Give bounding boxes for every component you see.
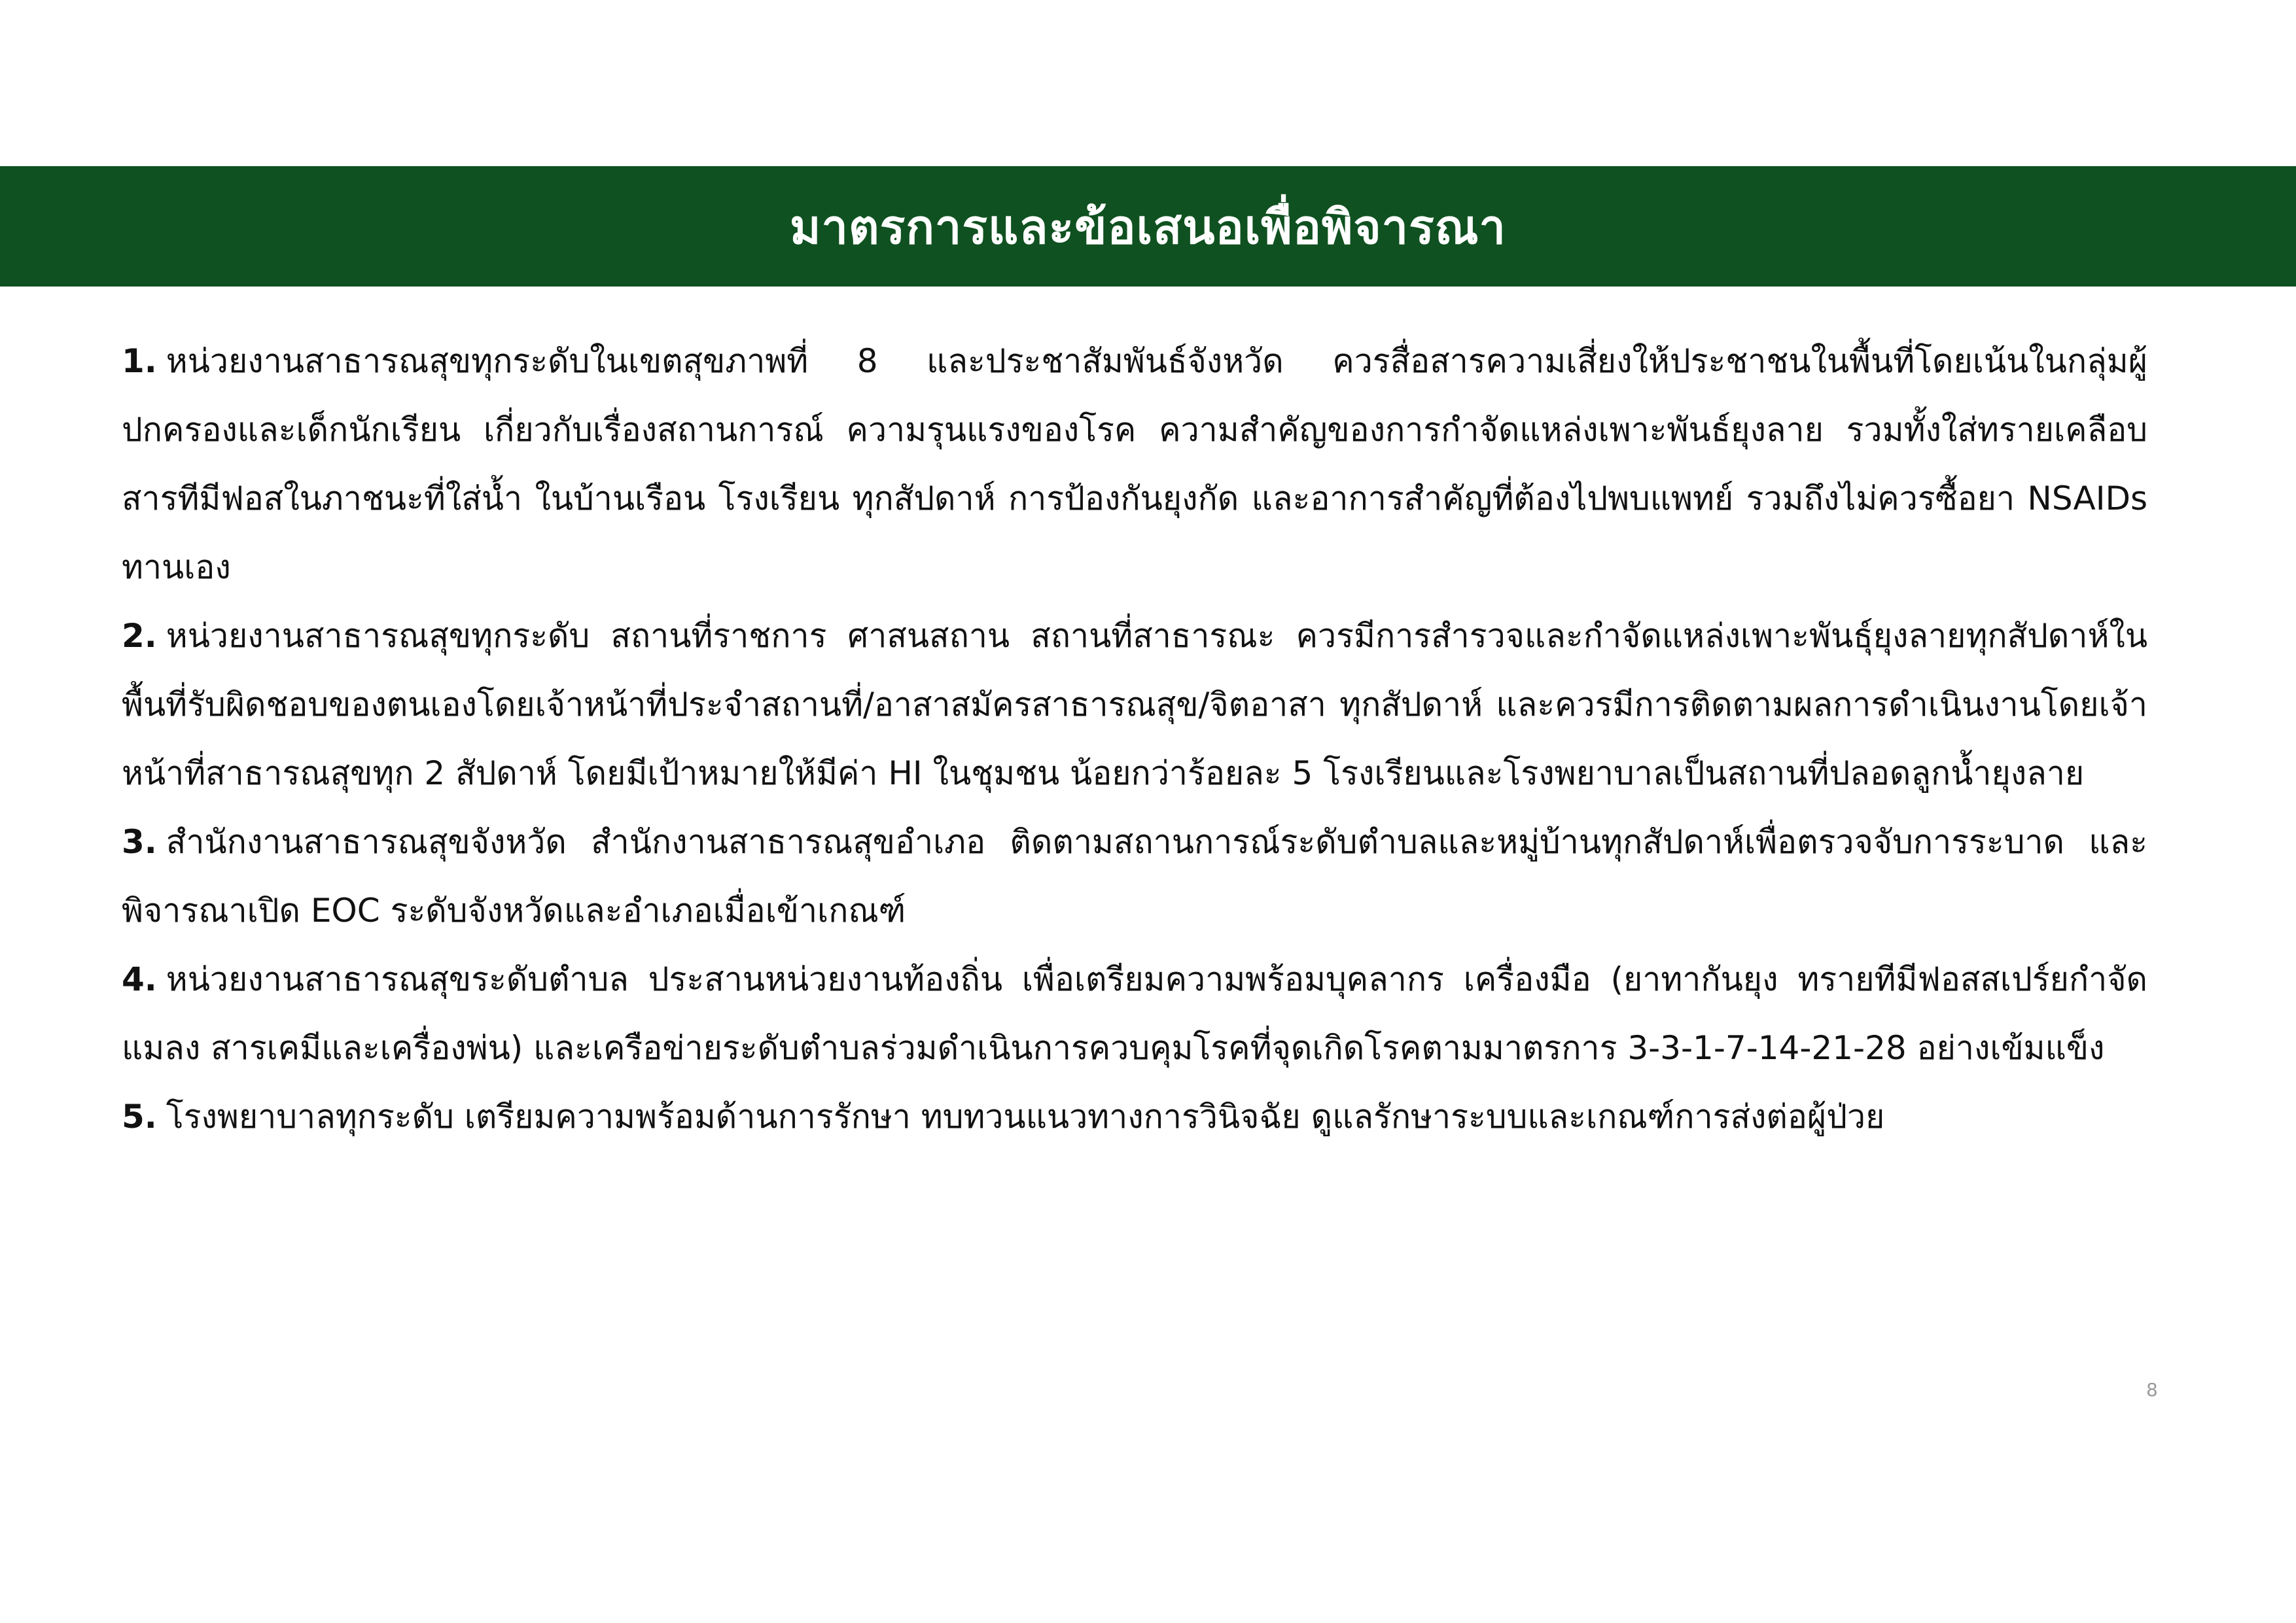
list-item [122,327,2147,602]
item-number: 2. [122,617,157,655]
list-item [122,1083,2147,1151]
title-banner [0,166,2296,287]
item-number: 5. [122,1098,157,1136]
item-text: สำนักงานสาธารณสุขจังหวัด สำนักงานสาธารณสุขอำเภอ ติดตามสถานการณ์ระดับตำบลและหมู่บ้านทุกสัปดาห์เพื่อตรวจจับการระบาด และพิจารณาเปิด EOC ระดับจังหวัดและอำเภอเมื่อเข้าเกณฑ์ [122,823,2147,930]
item-number: 4. [122,960,157,998]
item-number: 3. [122,823,157,861]
page-title: มาตรการและข้อเสนอเพื่อพิจารณา [790,199,1506,254]
list-item [122,808,2147,945]
list-item [122,945,2147,1083]
item-text: หน่วยงานสาธารณสุขทุกระดับ สถานที่ราชการ ศาสนสถาน สถานที่สาธารณะ ควรมีการสำรวจและกำจัดแหล่งเพาะพันธุ์ยุงลายทุกสัปดาห์ในพื้นที่รับผิดชอบของตนเองโดยเจ้าหน้าที่ประจำสถานที่/อาสาสมัครสาธารณสุข/จิตอาสา ทุกสัปดาห์ และควรมีการติดตามผลการดำเนินงานโดยเจ้าหน้าที่สาธารณสุขทุก 2 สัปดาห์ โดยมีเป้าหมายให้มีค่า HI ในชุมชน น้อยกว่าร้อยละ 5 โรงเรียนและโรงพยาบาลเป็นสถานที่ปลอดลูกน้ำยุงลาย [122,617,2147,792]
item-text: หน่วยงานสาธารณสุขทุกระดับในเขตสุขภาพที่ 8 และประชาสัมพันธ์จังหวัด ควรสื่อสารความเสี่ยงให้ประชาชนในพื้นที่โดยเน้นในกลุ่มผู้ปกครองและเด็กนักเรียน เกี่ยวกับเรื่องสถานการณ์ ความรุนแรงของโรค ความสำคัญของการกำจัดแหล่งเพาะพันธ์ยุงลาย รวมทั้งใส่ทรายเคลือบสารทีมีฟอสในภาชนะที่ใส่น้ำ ในบ้านเรือน โรงเรียน ทุกสัปดาห์ การป้องกันยุงกัด และอาการสำคัญที่ต้องไปพบแพทย์ รวมถึงไม่ควรซื้อยา NSAIDs ทานเอง [122,342,2147,586]
item-number: 1. [122,342,157,380]
item-text: หน่วยงานสาธารณสุขระดับตำบล ประสานหน่วยงานท้องถิ่น เพื่อเตรียมความพร้อมบุคลากร เครื่องมือ (ยาทากันยุง ทรายทีมีฟอสสเปร์ยกำจัดแมลง สารเคมีและเครื่องพ่น) และเครือข่ายระดับตำบลร่วมดำเนินการควบคุมโรคที่จุดเกิดโรคตามมาตรการ 3-3-1-7-14-21-28 อย่างเข้มแข็ง [122,960,2147,1067]
list-item [122,602,2147,808]
measures-list [122,327,2147,1151]
item-text: โรงพยาบาลทุกระดับ เตรียมความพร้อมด้านการรักษา ทบทวนแนวทางการวินิจฉัย ดูแลรักษาระบบและเกณฑ์การส่งต่อผู้ป่วย [166,1098,1885,1136]
page-number: 8 [2146,1379,2158,1401]
